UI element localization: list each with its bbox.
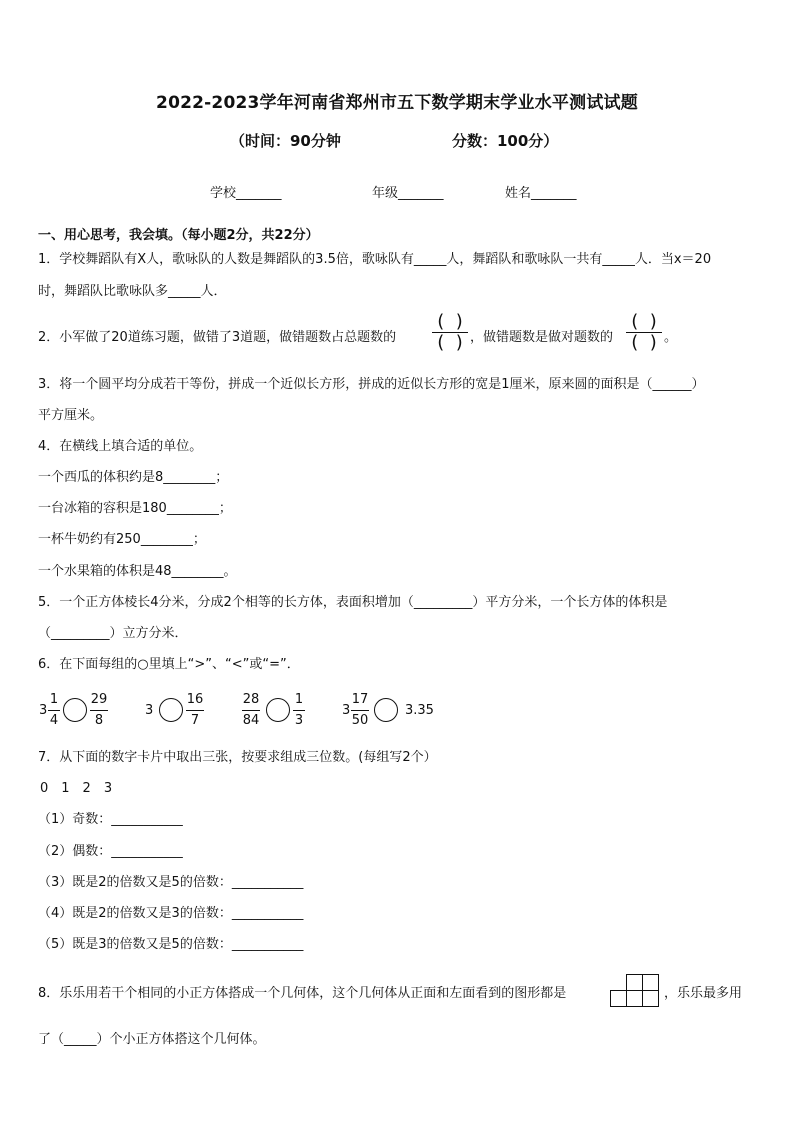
q7-item-5: （5）既是3的倍数又是5的倍数：___________ [38, 937, 304, 952]
q3-line1: 3．将一个圆平均分成若干等份，拼成一个近似长方形，拼成的近似长方形的宽是1厘米，原来圆的面积是（______） [38, 377, 705, 392]
q4-line1: 4．在横线上填合适的单位。 [38, 439, 203, 454]
q8-block-bottom-middle [626, 990, 643, 1007]
grade-field: 年级_______ [372, 186, 444, 201]
q6-g2-compare-circle[interactable] [159, 698, 183, 722]
q7-item-2: （2）偶数：___________ [38, 844, 183, 859]
q5-line2: （_________）立方分米． [38, 626, 188, 641]
q6-g1-whole: 3 [39, 703, 48, 718]
q6-g4-whole: 3 [342, 703, 351, 718]
q4-item-1: 一个西瓜的体积约是8________； [38, 470, 229, 485]
q6-g1-fraction: 1 4 [49, 692, 59, 728]
q5-line1: 5．一个正方体棱长4分米，分成2个相等的长方体，表面积增加（_________）平方分米，一个长方体的体积是 [38, 595, 668, 610]
q1-line2: 时，舞蹈队比歌咏队多_____人． [38, 284, 227, 299]
name-field: 姓名_______ [505, 186, 577, 201]
q6-g4-fraction: 17 50 [351, 692, 369, 728]
q8-block-top-right [642, 974, 659, 991]
q8-line1-b: ，乐乐最多用 [664, 986, 743, 1001]
school-field: 学校_______ [210, 186, 282, 201]
exam-time: （时间：90分钟 [230, 132, 341, 150]
q2-text-b: ，做错题数是做对题数的 [470, 330, 614, 345]
q7-item-4: （4）既是2的倍数又是3的倍数：___________ [38, 906, 304, 921]
q6-g3-right-fraction: 1 3 [294, 692, 304, 728]
q6-g3-left-fraction: 28 84 [242, 692, 260, 728]
q6-g4-right: 3.35 [405, 703, 434, 718]
q2-text-c: 。 [664, 330, 678, 345]
q6-g2-left: 3 [145, 703, 154, 718]
q4-item-3: 一杯牛奶约有250________； [38, 532, 206, 547]
q4-item-4: 一个水果箱的体积是48________。 [38, 564, 237, 579]
q8-block-top-middle [626, 974, 643, 991]
q8-block-bottom-right [642, 990, 659, 1007]
q6-line1: 6．在下面每组的○里填上“>”、“<”或“=”． [38, 657, 300, 672]
q6-g1-right-fraction: 29 8 [90, 692, 108, 728]
q2-fraction-blank-1: ( ) ( ) [432, 313, 468, 352]
page-title: 2022-2023学年河南省郑州市五下数学期末学业水平测试试题 [156, 93, 638, 113]
q6-g3-compare-circle[interactable] [266, 698, 290, 722]
q3-line2: 平方厘米。 [38, 408, 104, 423]
q2-text-a: 2．小军做了20道练习题，做错了3道题，做错题数占总题数的 [38, 330, 397, 345]
q8-line2: 了（_____）个小正方体搭这个几何体。 [38, 1032, 266, 1047]
q8-block-bottom-left [610, 990, 627, 1007]
q4-item-2: 一台冰箱的容积是180________； [38, 501, 232, 516]
q2-fraction-blank-2: ( ) ( ) [626, 313, 662, 352]
q6-g2-right-fraction: 16 7 [186, 692, 204, 728]
q7-cards: 0 1 2 3 [40, 781, 113, 796]
q8-line1-a: 8．乐乐用若干个相同的小正方体搭成一个几何体，这个几何体从正面和左面看到的图形都是 [38, 986, 567, 1001]
q6-g4-compare-circle[interactable] [374, 698, 398, 722]
q1-line1: 1．学校舞蹈队有X人，歌咏队的人数是舞蹈队的3.5倍，歌咏队有_____人，舞蹈队和歌咏队一共有_____人．当x＝20 [38, 252, 712, 267]
q7-line1: 7．从下面的数字卡片中取出三张，按要求组成三位数。(每组写2个） [38, 750, 437, 765]
section-heading: 一、用心思考，我会填。（每小题2分，共22分） [38, 228, 319, 243]
exam-score: 分数：100分） [452, 132, 559, 150]
q7-item-3: （3）既是2的倍数又是5的倍数：___________ [38, 875, 304, 890]
q7-item-1: （1）奇数：___________ [38, 812, 183, 827]
q6-g1-compare-circle[interactable] [63, 698, 87, 722]
